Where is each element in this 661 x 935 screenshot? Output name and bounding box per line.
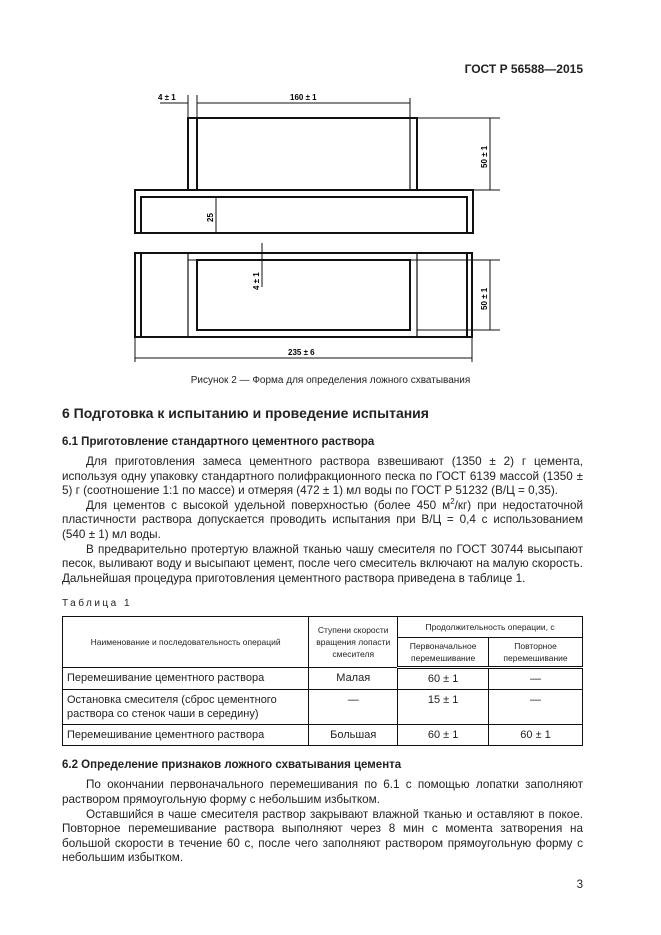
cell-repeat: —	[489, 668, 583, 690]
cell-initial: 60 ± 1	[398, 725, 489, 746]
header-operation: Наименование и последовательность операций	[63, 617, 309, 668]
paragraph-text: Для цементов с высокой удельной поверхностью (более 450 м	[86, 498, 451, 512]
paragraph: По окончании первоначального перемешивания по 6.1 с помощью лопатки заполняют раствором прямоугольную форму с небольшим избытком.	[62, 778, 583, 806]
dim-base-gap: 25	[206, 213, 215, 222]
table-row	[63, 690, 583, 725]
dim-height-top: 50 ± 1	[480, 145, 489, 168]
section-6	[62, 405, 583, 892]
cell-operation: Остановка смесителя (сброс цементного раствора со стенок чаши в середину)	[63, 690, 309, 725]
mold-drawing	[0, 0, 661, 380]
header-initial: Первоначальное перемешивание	[398, 638, 489, 668]
section-6-2-title: 6.2 Определение признаков ложного схватывания цемента	[62, 759, 402, 772]
cell-speed: Малая	[309, 668, 398, 690]
table-row	[63, 668, 583, 690]
dim-wall-top: 4 ± 1	[158, 93, 176, 102]
section-6-1-title: 6.1 Приготовление стандартного цементного раствора	[62, 436, 375, 448]
paragraph: В предварительно протертую влажной тканью чашу смесителя по ГОСТ 30744 высыпают песок, выливают воду и высыпают цемент, после чего смеситель включают на малую скорость. Дальнейшая процедура приготовления цементного раствора приведена в таблице 1.	[62, 542, 583, 585]
section-6-title: 6 Подготовка к испытанию и проведение испытания	[62, 405, 429, 421]
cell-operation: Перемешивание цементного раствора	[63, 668, 309, 690]
dim-height-bottom: 50 ± 1	[480, 287, 489, 310]
paragraph-text: /кг) при недостаточной пластичности раствора допускается проводить испытания при В/Ц = 0,4 с использованием (540 ± 1) мл воды.	[62, 498, 584, 541]
header-repeat: Повторное перемешивание	[489, 638, 583, 668]
figure-caption: Рисунок 2 — Форма для определения ложного схватывания	[190, 375, 471, 386]
header-duration: Продолжительность операции, с	[398, 617, 583, 638]
paragraph	[62, 496, 584, 543]
dim-wall-vertical: 4 ± 1	[252, 272, 261, 290]
cell-speed: —	[309, 690, 398, 725]
cell-speed: Большая	[309, 725, 398, 746]
dim-total-length: 235 ± 6	[288, 348, 315, 357]
cell-initial: 60 ± 1	[398, 668, 489, 690]
top-mold	[188, 118, 417, 190]
cell-initial: 15 ± 1	[398, 690, 489, 725]
operations-table	[62, 616, 583, 746]
bottom-view	[135, 253, 472, 337]
header-speed: Ступени скорости вращения лопасти смесителя	[309, 617, 398, 668]
cell-repeat: 60 ± 1	[489, 725, 583, 746]
paragraph: Оставшийся в чаше смесителя раствор закрывают влажной тканью и оставляют в покое. Повторное перемешивание раствора выполняют через 8 мин с момента затворения на большой скорости в течение 60 с, после чего заполняют раствором прямоугольную форму с небольшим избытком.	[62, 807, 583, 865]
paragraph: Для приготовления замеса цементного раствора взвешивают (1350 ± 2) г цемента, используя одну упаковку стандартного полифракционного песка по ГОСТ 6139 массой (1350 ± 5) г (соотношение 1:1 по массе) и отмеряя (472 ± 1) мл воды по ГОСТ Р 51232 (В/Ц = 0,35).	[62, 455, 583, 498]
table-caption: Таблица 1	[62, 598, 133, 610]
table-row	[63, 725, 583, 746]
dim-length: 160 ± 1	[290, 93, 317, 102]
page-number: 3	[576, 878, 583, 891]
document-code: ГОСТ Р 56588—2015	[464, 62, 583, 76]
cell-repeat: —	[489, 690, 583, 725]
section-6-1-body	[62, 455, 583, 586]
section-6-2-body	[62, 778, 583, 866]
cell-operation: Перемешивание цементного раствора	[63, 725, 309, 746]
superscript: 2	[450, 496, 455, 506]
